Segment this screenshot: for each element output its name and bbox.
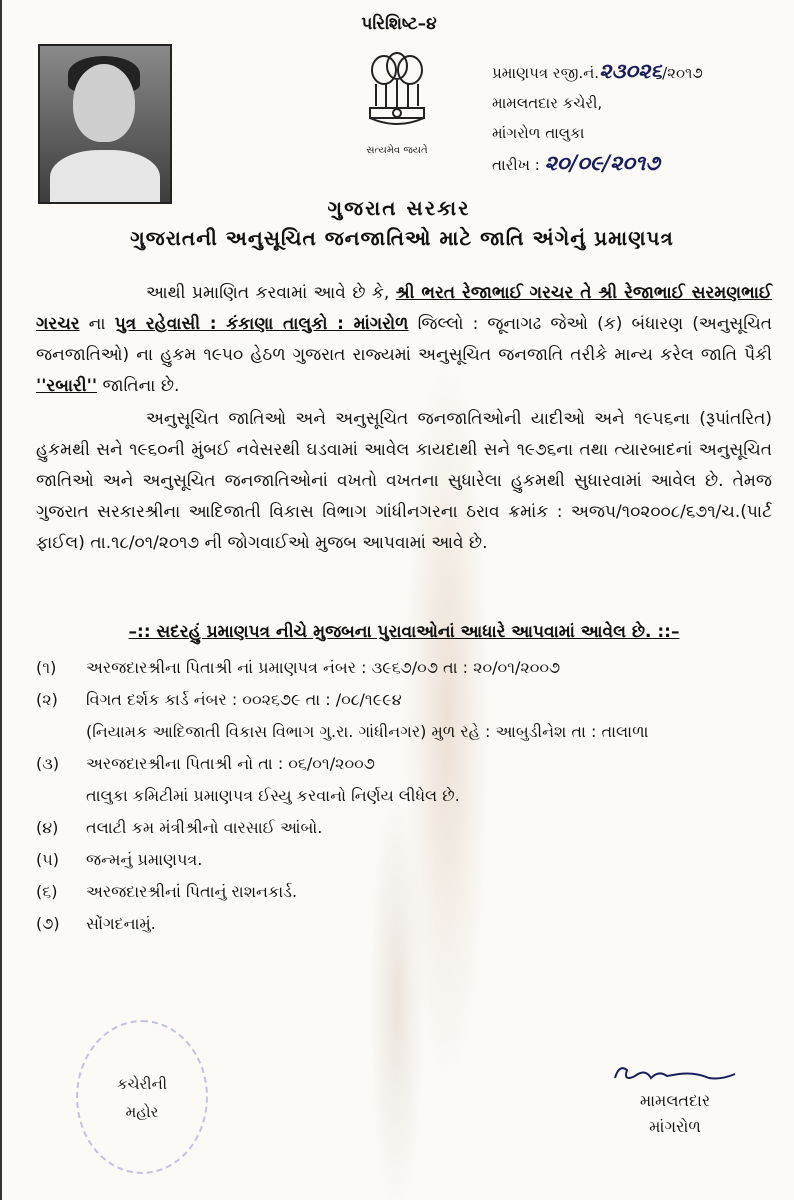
signatory-role: મામલતદાર bbox=[639, 1091, 711, 1110]
evidence-list bbox=[36, 652, 776, 940]
list-item-detail: (નિયામક આદિજાતી વિકાસ વિભાગ ગુ.રા. ગાંધીનગર) મુળ રહે : આબુડીનેશ તા : તાલાળા bbox=[86, 722, 649, 741]
annex-label: પરિશિષ્ટ–૪ bbox=[361, 14, 437, 34]
list-item: (૭) સોંગદનામું. bbox=[36, 914, 156, 933]
government-heading: ગુજરાત સરકાર bbox=[327, 196, 471, 220]
issue-date: તારીખ : ૨૦/૦૯/૨૦૧૭ bbox=[492, 150, 660, 175]
office-seal: કચેરીની મહોર bbox=[76, 1020, 208, 1174]
signatory-place: માંગરોળ bbox=[649, 1117, 701, 1136]
office-name: મામલતદાર કચેરી, bbox=[492, 94, 603, 112]
residence: પુત્ર રહેવાસી : કંકાણા તાલુકો : માંગરોળ bbox=[114, 314, 409, 334]
list-item-detail: તાલુકા કમિટીમાં પ્રમાણપત્ર ઈસ્યુ કરવાનો નિર્ણય લીધેલ છે. bbox=[86, 786, 460, 805]
paragraph-2: અનુસૂચિત જાતિઓ અને અનુસૂચિત જનજાતિઓની યાદીઓ અને ૧૯૫૬ના (રૂપાંતરિત) હુકમથી સને ૧૯૬૦ની મુંબઈ નવેસરથી ઘડવામાં આવેલ કાયદાથી સને ૧૯૭૬ના તથા ત્યારબાદનાં અનુસૂચિત જાતિઓ અને અનુસૂચિત જનજાતિઓનાં વખતો વખતના સુધારેલા હુકમથી સુધારવામાં આવેલ છે. તેમજ ગુજરાત સરકારશ્રીના આદિજાતી વિકાસ વિભાગ ગાંધીનગરના ઠરાવ ક્રમાંક : અજપ/૧૦૨૦૦૮/૬૭૧/ચ.(પાર્ટ ફાઈલ) તા.૧૮/૦૧/૨૦૧૭ ની જોગવાઈઓ મુજબ આપવામાં આવે છે. bbox=[36, 409, 772, 553]
list-item: (૧) અરજદારશ્રીના પિતાશ્રી નાં પ્રમાણપત્ર નંબર : ૩૯૬૭/૦૭ તા : ૨૦/૦૧/૨૦૦૭ bbox=[36, 658, 561, 677]
list-item: (૨) વિગત દર્શક કાર્ડ નંબર : ૦૦૨૬૭૯ તા : /૦૮/૧૯૯૪ bbox=[36, 690, 402, 709]
certificate-number: પ્રમાણપત્ર રજી.નં.૨૩૦૨૬/૨૦૧૭ bbox=[492, 58, 703, 83]
applicant-photo bbox=[38, 44, 172, 204]
certificate-body bbox=[36, 278, 772, 559]
list-item: (૫) જન્મનું પ્રમાણપત્ર. bbox=[36, 850, 203, 869]
lion-capital-icon bbox=[362, 48, 432, 143]
certificate-title: ગુજરાતની અનુસૂચિત જનજાતિઓ માટે જાતિ અંગેનું પ્રમાણપત્ર bbox=[130, 226, 674, 250]
list-item: (૩) અરજદારશ્રીના પિતાશ્રી નો તા : ૦૬/૦૧/૨૦૦૭ bbox=[36, 754, 375, 773]
applicant-name: શ્રી ભરત રેજાભાઈ ગરચર તે શ્રી રેજાભાઈ સરમણભાઈ ગરચર bbox=[36, 283, 772, 334]
national-emblem bbox=[342, 48, 452, 156]
caste-name: ''રબારી'' bbox=[36, 376, 98, 396]
reference-block bbox=[492, 56, 703, 180]
signature-block bbox=[600, 1060, 750, 1142]
emblem-motto: સત્યમેવ જયતે bbox=[366, 145, 428, 156]
paragraph-1: આથી પ્રમાણિત કરવામાં આવે છે કે, શ્રી ભરત રેજાભાઈ ગરચર તે શ્રી રેજાભાઈ સરમણભાઈ ગરચર ના પુત્ર રહેવાસી : કંકાણા તાલુકો : માંગરોળ જિલ્લો : જૂનાગઢ જેઓ (ક) બંધારણ (અનુસૂચિત જનજાતિઓ) ના હુકમ ૧૯૫૦ હેઠળ ગુજરાત રાજ્યમાં અનુસૂચિત જનજાતિ તરીકે માન્ય કરેલ જાતિ પૈકી ''રબારી'' જાતિના છે. bbox=[36, 283, 773, 396]
evidence-heading: –:: સદરહું પ્રમાણપત્ર નીચે મુજબના પુરાવાઓનાં આધારે આપવામાં આવેલ છે. ::– bbox=[128, 622, 680, 642]
list-item: (૬) અરજદારશ્રીનાં પિતાનું રાશનકાર્ડ. bbox=[36, 882, 298, 901]
list-item: (૪) તલાટી કમ મંત્રીશ્રીનો વારસાઈ આંબો. bbox=[36, 818, 323, 837]
taluka-name: માંગરોળ તાલુકા bbox=[492, 124, 585, 142]
